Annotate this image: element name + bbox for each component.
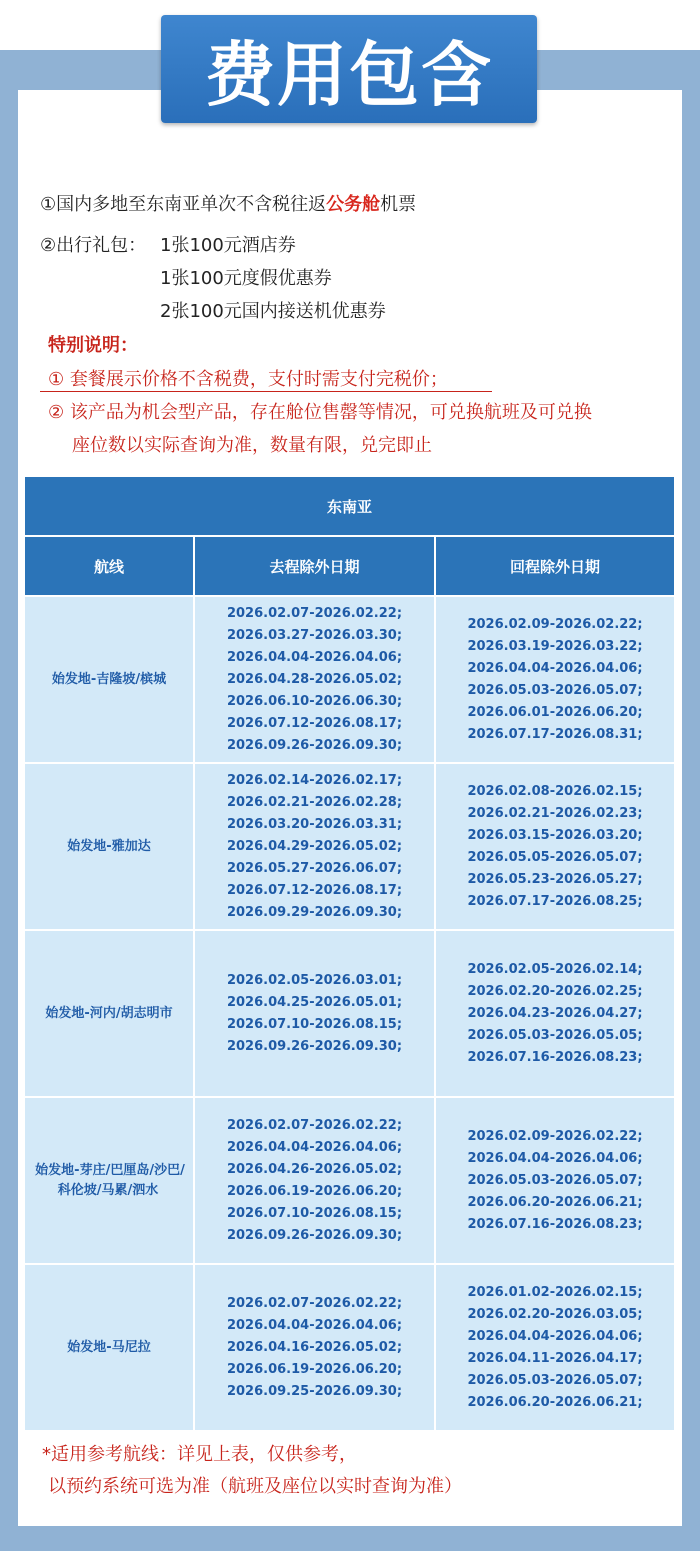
inbound-dates-cell (435, 1097, 675, 1264)
outbound-dates: 2026.02.07-2026.02.22; 2026.04.04-2026.04.06; 2026.04.26-2026.05.02; 2026.06.19-2026.06.20; 2026.07.10-2026.08.15; 2026.09.26-2026.09.30; (226, 1117, 403, 1243)
route-name: 始发地-雅加达 (67, 838, 151, 854)
outbound-dates: 2026.02.14-2026.02.17; 2026.02.21-2026.02.28; 2026.03.20-2026.03.31; 2026.04.29-2026.05.02; 2026.05.27-2026.06.07; 2026.07.12-2026.08.17; 2026.09.29-2026.09.30; (226, 772, 403, 920)
special-note-2-line-2: 座位数以实际查询为准，数量有限，兑完即止 (72, 435, 432, 456)
route-cell (24, 1097, 194, 1264)
table-row (24, 930, 675, 1097)
outbound-dates-cell (194, 596, 435, 763)
route-name: 始发地-河内/胡志明市 (45, 1005, 173, 1021)
special-note-1: ① 套餐展示价格不含税费，支付时需支付完税价； (48, 369, 448, 390)
outbound-dates: 2026.02.05-2026.03.01; 2026.04.25-2026.05.01; 2026.07.10-2026.08.15; 2026.09.26-2026.09.30; (226, 972, 403, 1054)
inbound-dates-cell (435, 763, 675, 930)
route-cell (24, 596, 194, 763)
note-underline (40, 391, 492, 392)
inbound-dates-cell (435, 596, 675, 763)
table-row (24, 763, 675, 930)
region-header: 东南亚 (24, 476, 675, 536)
special-note-2-line-1: ② 该产品为机会型产品，存在舱位售罄等情况，可兑换航班及可兑换 (48, 402, 592, 423)
page-title: 费用包含 (205, 33, 493, 116)
outbound-dates-cell (194, 930, 435, 1097)
gift-line-2: 1张100元度假优惠券 (160, 268, 332, 289)
inbound-dates: 2026.02.05-2026.02.14; 2026.02.20-2026.02.25; 2026.04.23-2026.04.27; 2026.05.03-2026.05.05; 2026.07.16-2026.08.23; (467, 961, 643, 1065)
outbound-dates-cell (194, 1264, 435, 1431)
inbound-dates: 2026.01.02-2026.02.15; 2026.02.20-2026.03.05; 2026.04.04-2026.04.06; 2026.04.11-2026.04.17; 2026.05.03-2026.05.07; 2026.06.20-2026.06.21; (467, 1284, 643, 1410)
footer-line-1: *适用参考航线：详见上表，仅供参考， (42, 1444, 357, 1465)
title-banner (161, 15, 537, 123)
inbound-dates: 2026.02.09-2026.02.22; 2026.04.04-2026.04.06; 2026.05.03-2026.05.07; 2026.06.20-2026.06.21; 2026.07.16-2026.08.23; (467, 1128, 643, 1232)
include-item-1-highlight: 公务舱 (326, 194, 381, 215)
route-name: 始发地-吉隆坡/槟城 (51, 671, 167, 687)
route-cell (24, 930, 194, 1097)
column-header-outbound: 去程除外日期 (194, 536, 435, 596)
gift-line-1: 1张100元酒店券 (160, 235, 296, 256)
table-body (24, 596, 675, 1431)
include-item-1-suffix: 机票 (380, 194, 417, 215)
special-heading: 特别说明： (48, 335, 138, 356)
gift-line-3: 2张100元国内接送机优惠券 (160, 301, 386, 322)
inbound-dates: 2026.02.09-2026.02.22; 2026.03.19-2026.03.22; 2026.04.04-2026.04.06; 2026.05.03-2026.05.07; 2026.06.01-2026.06.20; 2026.07.17-2026.08.31; (467, 616, 643, 742)
outbound-dates: 2026.02.07-2026.02.22; 2026.03.27-2026.03.30; 2026.04.04-2026.04.06; 2026.04.28-2026.05.02; 2026.06.10-2026.06.30; 2026.07.12-2026.08.17; 2026.09.26-2026.09.30; (226, 605, 403, 753)
inbound-dates-cell (435, 1264, 675, 1431)
inbound-dates: 2026.02.08-2026.02.15; 2026.02.21-2026.02.23; 2026.03.15-2026.03.20; 2026.05.05-2026.05.07; 2026.05.23-2026.05.27; 2026.07.17-2026.08.25; (467, 783, 643, 909)
column-header-inbound: 回程除外日期 (435, 536, 675, 596)
table-row (24, 596, 675, 763)
table-row (24, 1097, 675, 1264)
include-item-1 (40, 190, 416, 216)
route-cell (24, 763, 194, 930)
exclusion-date-table (23, 475, 676, 1432)
include-item-2-label: ②出行礼包： (40, 235, 147, 256)
column-header-route: 航线 (24, 536, 194, 596)
footer-line-2: 以预约系统可选为准（航班及座位以实时查询为准） (48, 1476, 462, 1497)
outbound-dates-cell (194, 763, 435, 930)
route-cell (24, 1264, 194, 1431)
table-row (24, 1264, 675, 1431)
route-name: 始发地-马尼拉 (67, 1339, 151, 1355)
outbound-dates-cell (194, 1097, 435, 1264)
route-name: 始发地-芽庄/巴厘岛/沙巴/ 科伦坡/马累/泗水 (35, 1162, 185, 1198)
include-item-1-prefix: ①国内多地至东南亚单次不含税往返 (40, 194, 327, 215)
outbound-dates: 2026.02.07-2026.02.22; 2026.04.04-2026.04.06; 2026.04.16-2026.05.02; 2026.06.19-2026.06.20; 2026.09.25-2026.09.30; (226, 1295, 403, 1399)
inbound-dates-cell (435, 930, 675, 1097)
